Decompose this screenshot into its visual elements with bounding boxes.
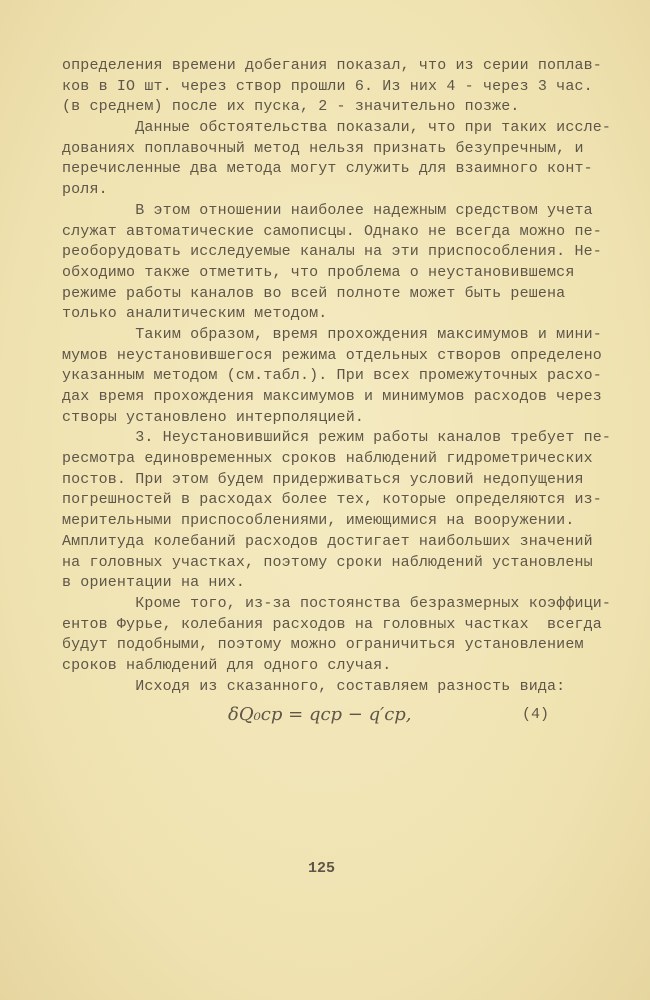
- text-line: Данные обстоятельства показали, что при таких иссле-: [62, 119, 612, 137]
- text-line: в ориентации на них.: [62, 574, 246, 592]
- equation: δQ₀ср = qср − q′ср,: [228, 704, 412, 725]
- text-line: роля.: [62, 181, 108, 199]
- text-line: обходимо также отметить, что проблема о неустановившемся: [62, 263, 575, 281]
- text-line: мерительными приспособлениями, имеющимися на вооружении.: [62, 512, 575, 530]
- text-line: служат автоматические самописцы. Однако не всегда можно пе-: [62, 222, 602, 240]
- page-number: 125: [308, 860, 336, 877]
- text-line: 3. Неустановившийся режим работы каналов требует пе-: [62, 429, 612, 447]
- text-line: ентов Фурье, колебания расходов на головных частках всегда: [62, 615, 602, 633]
- text-line: дованиях поплавочный метод нельзя признать безупречным, и: [62, 139, 584, 157]
- text-line: Исходя из сказанного, составляем разность вида:: [62, 677, 566, 695]
- text-line: Таким образом, время прохождения максимумов и мини-: [62, 325, 602, 343]
- text-line: ков в IO шт. через створ прошли 6. Из них 4 - через 3 час.: [62, 77, 593, 95]
- text-line: будут подобными, поэтому можно ограничиться установлением: [62, 636, 584, 654]
- text-line: только аналитическим методом.: [62, 305, 328, 323]
- text-line: постов. При этом будем придерживаться условий недопущения: [62, 470, 584, 488]
- text-line: мумов неустановившегося режима отдельных створов определено: [62, 346, 602, 364]
- text-line: режиме работы каналов во всей полноте может быть решена: [62, 284, 566, 302]
- text-line: сроков наблюдений для одного случая.: [62, 656, 392, 674]
- text-line: В этом отношении наиболее надежным средством учета: [62, 201, 593, 219]
- text-line: указанным методом (см.табл.). При всех промежуточных расхо-: [62, 367, 602, 385]
- text-line: на головных участках, поэтому сроки наблюдений установлены: [62, 553, 593, 571]
- equation-number: (4): [522, 706, 550, 723]
- text-line: Кроме того, из-за постоянства безразмерных коэффици-: [62, 594, 612, 612]
- text-line: погрешностей в расходах более тех, которые определяются из-: [62, 491, 602, 509]
- text-line: (в среднем) после их пуска, 2 - значительно позже.: [62, 98, 520, 116]
- body-text: [62, 56, 612, 697]
- text-line: створы установлено интерполяцией.: [62, 408, 364, 426]
- text-line: Амплитуда колебаний расходов достигает наибольших значений: [62, 532, 593, 550]
- text-line: дах время прохождения максимумов и минимумов расходов через: [62, 388, 602, 405]
- text-line: ресмотра единовременных сроков наблюдений гидрометрических: [62, 450, 593, 468]
- text-line: реоборудовать исследуемые каналы на эти приспособления. Не-: [62, 243, 602, 261]
- text-line: перечисленные два метода могут служить для взаимного конт-: [62, 160, 593, 178]
- text-line: определения времени добегания показал, что из серии поплав-: [62, 57, 602, 74]
